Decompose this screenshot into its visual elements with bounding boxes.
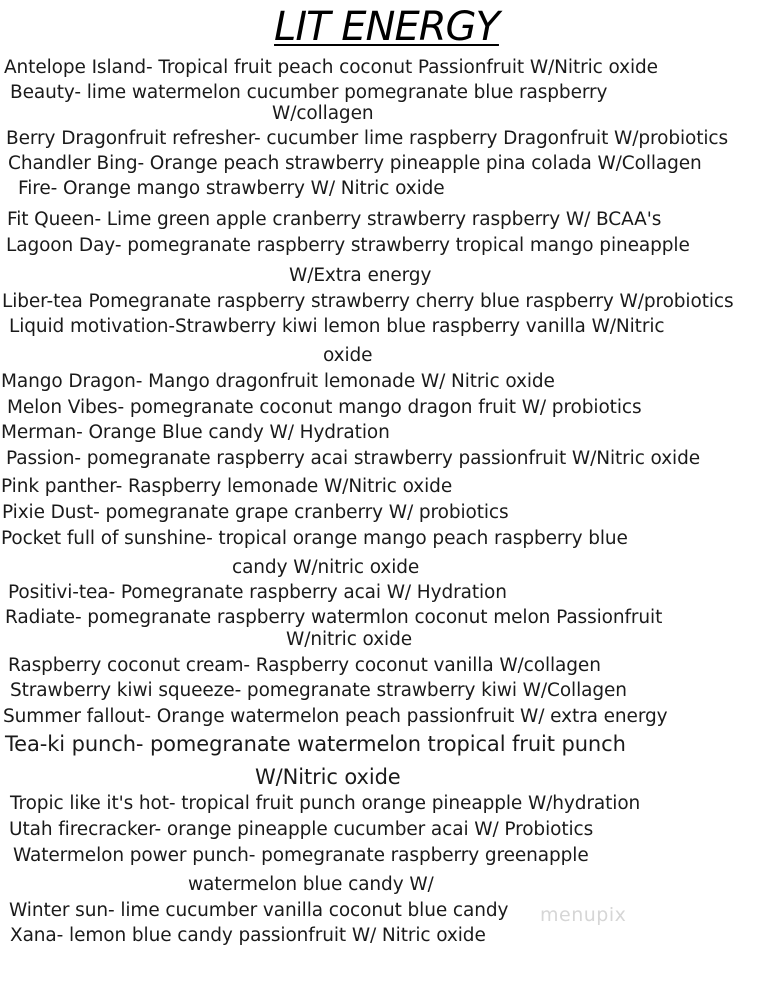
menu-item-lagoon-day: Lagoon Day- pomegranate raspberry strawberry tropical mango pineapple bbox=[6, 235, 690, 256]
menu-item-beauty: Beauty- lime watermelon cucumber pomegranate blue raspberry bbox=[10, 82, 608, 103]
menu-item-fit-queen: Fit Queen- Lime green apple cranberry strawberry raspberry W/ BCAA's bbox=[7, 209, 662, 230]
menu-item-fire: Fire- Orange mango strawberry W/ Nitric oxide bbox=[18, 178, 445, 199]
menu-item-berry-dragonfruit: Berry Dragonfruit refresher- cucumber lime raspberry Dragonfruit W/probiotics bbox=[6, 128, 729, 149]
menupix-watermark: menupix bbox=[540, 904, 627, 926]
menu-item-tea-ki-punch-cont: W/Nitric oxide bbox=[255, 765, 401, 789]
menu-item-positivi-tea: Positivi-tea- Pomegranate raspberry acai W/ Hydration bbox=[8, 582, 507, 603]
menu-item-mango-dragon: Mango Dragon- Mango dragonfruit lemonade W/ Nitric oxide bbox=[1, 371, 555, 392]
menu-title: LIT ENERGY bbox=[274, 4, 499, 50]
menu-item-pocket-full-of-sunshine: Pocket full of sunshine- tropical orange mango peach raspberry blue bbox=[1, 528, 628, 549]
menu-item-lagoon-day-cont: W/Extra energy bbox=[289, 265, 432, 286]
menu-item-xana: Xana- lemon blue candy passionfruit W/ Nitric oxide bbox=[10, 925, 486, 946]
menu-item-pixie-dust: Pixie Dust- pomegranate grape cranberry W/ probiotics bbox=[2, 502, 509, 523]
menu-item-antelope-island: Antelope Island- Tropical fruit peach coconut Passionfruit W/Nitric oxide bbox=[4, 57, 658, 78]
menu-item-liquid-motivation: Liquid motivation-Strawberry kiwi lemon blue raspberry vanilla W/Nitric bbox=[9, 316, 665, 337]
menu-item-chandler-bing: Chandler Bing- Orange peach strawberry pineapple pina colada W/Collagen bbox=[8, 153, 702, 174]
menu-item-beauty-cont: W/collagen bbox=[272, 103, 374, 124]
menu-item-watermelon-power-punch-cont: watermelon blue candy W/ bbox=[188, 874, 434, 895]
menu-item-pink-panther: Pink panther- Raspberry lemonade W/Nitric oxide bbox=[1, 476, 453, 497]
menu-item-pocket-full-of-sunshine-cont: candy W/nitric oxide bbox=[232, 557, 420, 578]
menu-item-passion: Passion- pomegranate raspberry acai strawberry passionfruit W/Nitric oxide bbox=[6, 448, 701, 469]
menu-item-liquid-motivation-cont: oxide bbox=[323, 345, 373, 366]
menu-item-liber-tea: Liber-tea Pomegranate raspberry strawberry cherry blue raspberry W/probiotics bbox=[2, 291, 734, 312]
menu-item-melon-vibes: Melon Vibes- pomegranate coconut mango dragon fruit W/ probiotics bbox=[7, 397, 642, 418]
menu-item-strawberry-kiwi-squeeze: Strawberry kiwi squeeze- pomegranate strawberry kiwi W/Collagen bbox=[10, 680, 627, 701]
menu-item-merman: Merman- Orange Blue candy W/ Hydration bbox=[1, 422, 390, 443]
menu-item-raspberry-coconut-cream: Raspberry coconut cream- Raspberry coconut vanilla W/collagen bbox=[8, 655, 601, 676]
menu-item-tea-ki-punch: Tea-ki punch- pomegranate watermelon tropical fruit punch bbox=[5, 732, 626, 756]
menu-item-watermelon-power-punch: Watermelon power punch- pomegranate raspberry greenapple bbox=[13, 845, 589, 866]
menu-item-utah-firecracker: Utah firecracker- orange pineapple cucumber acai W/ Probiotics bbox=[9, 819, 594, 840]
menu-item-radiate-cont: W/nitric oxide bbox=[286, 629, 413, 650]
menu-item-winter-sun: Winter sun- lime cucumber vanilla coconut blue candy bbox=[9, 900, 509, 921]
menu-item-tropic-like-its-hot: Tropic like it's hot- tropical fruit punch orange pineapple W/hydration bbox=[10, 793, 641, 814]
menu-item-summer-fallout: Summer fallout- Orange watermelon peach passionfruit W/ extra energy bbox=[3, 706, 668, 727]
menu-item-radiate: Radiate- pomegranate raspberry watermlon coconut melon Passionfruit bbox=[5, 607, 663, 628]
